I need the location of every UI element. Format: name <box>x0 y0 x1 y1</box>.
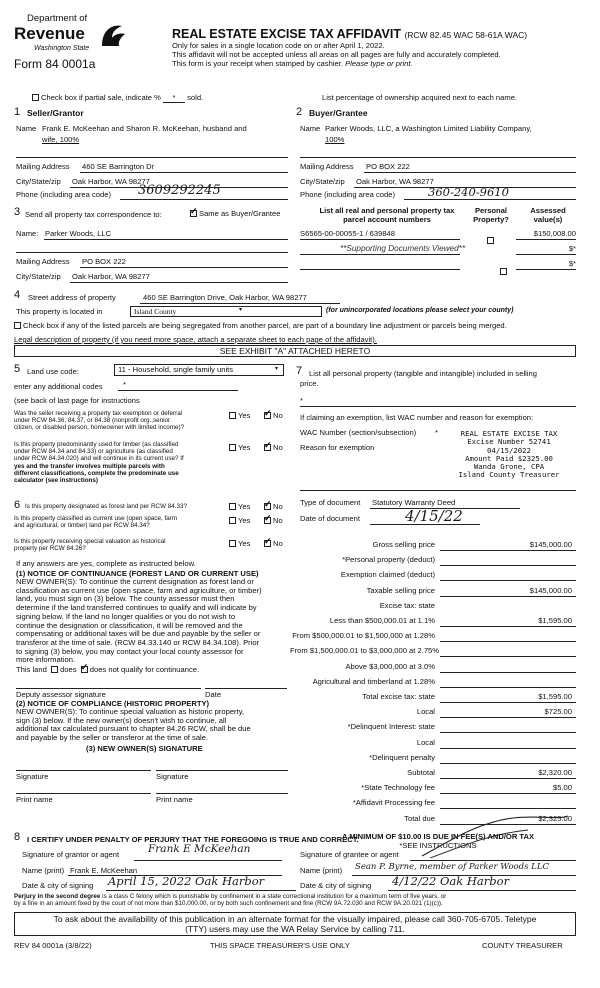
corr-name-label: Name: <box>16 229 39 238</box>
supporting-docs-note: **Supporting Documents Viewed** <box>340 244 466 253</box>
accessibility-line-2: (TTY) users may use the WA Relay Service by calling 711. <box>185 924 405 934</box>
calc-label: Local <box>416 707 435 717</box>
perjury-line-1: Perjury in the second degree is a class C felony which is punishable by confinement in a state correctional institution for a maximum term of five years, or <box>14 893 447 900</box>
notice1-line: more information. <box>16 655 76 665</box>
located-label: This property is located in <box>16 307 103 316</box>
calc-label: Local <box>416 737 435 747</box>
stamp-line: Island County Treasurer <box>458 470 560 480</box>
seller-name-label: Name <box>16 124 37 133</box>
grantee-signature-label: Signature of grantee or agent <box>300 850 399 859</box>
q5-yes[interactable]: Yes <box>229 539 250 548</box>
calc-label: *Delinquent penalty <box>369 752 435 762</box>
notice1-line: NEW OWNER(S): To continue the current designation as forest land or <box>16 577 254 586</box>
notice1-line: to signing (3) below, you may contact your local county assessor for <box>16 646 244 656</box>
street-address[interactable]: 460 SE Barrington Drive, Oak Harbor, WA 98277 <box>143 293 307 302</box>
calc-value[interactable]: $2,320.00 <box>538 768 572 777</box>
calc-value[interactable]: $145,000.00 <box>529 540 572 549</box>
calc-underline <box>440 717 576 718</box>
buyer-phone[interactable]: 360-240-9610 <box>428 185 509 199</box>
calc-label: Total due <box>404 813 435 823</box>
section6-number: 6 <box>14 499 21 511</box>
calc-value[interactable]: $145,000.00 <box>529 585 572 595</box>
does-not-checkbox[interactable] <box>81 666 88 673</box>
grantee-date[interactable]: 4/12/22 Oak Harbor <box>392 874 510 888</box>
notice2-text <box>16 708 251 743</box>
calc-value[interactable]: $1,595.00 <box>538 616 572 625</box>
calc-underline <box>440 748 576 749</box>
seller-phone-label: Phone (including area code) <box>16 190 111 199</box>
county-select[interactable]: Island County ▾ <box>130 306 322 317</box>
grantor-name[interactable]: Frank E. McKeehan <box>70 866 138 875</box>
see-back-note: (see back of last page for instructions <box>14 396 140 405</box>
buyer-name-label: Name <box>300 124 321 133</box>
exempt-label: If claiming an exemption, list WAC number and reason for exemption: <box>300 413 534 422</box>
seller-phone[interactable]: 3609292245 <box>138 183 221 198</box>
minimum-note: A MINIMUM OF $10.00 IS DUE IN FEE(S) AND/OR TAX <box>341 832 535 841</box>
corr-mail-label: Mailing Address <box>16 257 70 266</box>
q5-no[interactable]: ✓ No <box>264 539 283 548</box>
calc-value[interactable]: $725.00 <box>544 707 572 717</box>
certify-statement: I CERTIFY UNDER PENALTY OF PERJURY THAT THE FOREGOING IS TRUE AND CORRECT. <box>27 835 359 844</box>
form-title: REAL ESTATE EXCISE TAX AFFIDAVIT (RCW 82.45 WAC 58-61A WAC) <box>172 27 528 41</box>
continuance-row: This land does ✓ does not qualify for continuance. <box>16 665 199 674</box>
treasurer-space-note: THIS SPACE TREASURER'S USE ONLY <box>210 941 350 950</box>
grantor-signature-label: Signature of grantor or agent <box>22 850 120 859</box>
calc-underline <box>440 793 576 794</box>
notice1-line: classification as current use (open space, farm and agriculture, or timber) <box>16 585 262 595</box>
treasurer-stamp <box>445 430 573 480</box>
section8-number: 8 <box>14 831 21 843</box>
seller-city[interactable]: Oak Harbor, WA 98277 <box>72 177 150 186</box>
corr-city[interactable]: Oak Harbor, WA 98277 <box>72 272 150 281</box>
ownership-note: List percentage of ownership acquired next to each name. <box>322 93 518 102</box>
q3-yes[interactable]: Yes <box>229 502 250 511</box>
assessed-col-header: Assessed value(s) <box>530 206 566 224</box>
calc-label: Taxable selling price <box>366 585 435 595</box>
personal-property-checkbox-1[interactable] <box>487 237 494 244</box>
owner-signature-label-1: Signature <box>16 772 49 781</box>
q1-no[interactable]: ✓ No <box>264 411 283 420</box>
seller-mail[interactable]: 460 SE Barrington Dr <box>82 162 155 171</box>
dept-line2: Revenue <box>14 24 85 43</box>
current-use-question: Is this property classified as current use (open space, farm and agricultural, or timber) land per RCW 84.34? <box>14 515 178 530</box>
corr-mail[interactable]: PO BOX 222 <box>82 257 126 266</box>
grantor-signature[interactable]: Frank E McKeehan <box>148 843 251 855</box>
street-label: Street address of property <box>28 293 116 302</box>
deputy-date-label: Date <box>205 690 222 699</box>
header-note1: Only for sales in a single location code on or after April 1, 2022. <box>172 41 385 50</box>
form-number: Form 84 0001a <box>14 57 96 71</box>
segregated-checkbox[interactable] <box>14 322 21 329</box>
calc-label: From $500,000.01 to $1,500,000 at 1.28% <box>292 631 435 641</box>
stamp-line: Amount Paid $2325.00 <box>465 453 553 463</box>
buyer-mail-label: Mailing Address <box>300 162 354 171</box>
additional-codes-label: enter any additional codes <box>14 382 103 391</box>
section2-number: 2 <box>296 106 303 118</box>
calc-underline <box>440 550 576 551</box>
rev-number: REV 84 0001a (3/8/22) <box>14 941 92 950</box>
notice1-line: determine if the land transferred continues to qualify and will indicate by <box>16 603 257 613</box>
seller-mail-label: Mailing Address <box>16 162 70 171</box>
q4-no[interactable]: ✓ No <box>264 516 283 525</box>
notice1-line: signing below. If the land no longer qualifies or you do not wish to <box>16 611 236 621</box>
doc-date-label: Date of document <box>300 514 360 523</box>
calc-label: Excise tax: state <box>379 600 435 610</box>
personal-property-label-2: price. <box>300 379 319 388</box>
q1-yes[interactable]: Yes <box>229 411 250 420</box>
calc-label: Exemption claimed (deduct) <box>340 570 435 580</box>
calc-label: *State Technology fee <box>361 783 435 793</box>
calc-underline <box>440 596 576 597</box>
calc-value[interactable]: $2,325.00 <box>538 813 572 823</box>
stamp-line: Excise Number 52741 <box>467 437 551 447</box>
calc-underline <box>440 641 576 642</box>
owner-signature-label-2: Signature <box>156 772 189 781</box>
section7-number: 7 <box>296 365 303 377</box>
buyer-heading: Buyer/Grantee <box>309 108 368 118</box>
buyer-name-2[interactable]: 100% <box>325 135 345 144</box>
calc-underline <box>440 702 576 703</box>
buyer-mail[interactable]: PO BOX 222 <box>366 162 410 171</box>
calc-value[interactable]: $5.00 <box>552 783 572 793</box>
see-instructions-note: *SEE INSTRUCTIONS <box>399 841 477 850</box>
section5-number: 5 <box>14 363 21 375</box>
notice2-heading: (2) NOTICE OF COMPLIANCE (HISTORIC PROPERTY) <box>16 699 210 708</box>
calc-label: Total excise tax: state <box>362 692 435 701</box>
buyer-name-1[interactable]: Parker Woods, LLC, a Washington Limited Liability Company, <box>325 124 532 133</box>
owner-print-label-1: Print name <box>16 795 53 804</box>
legal-description[interactable]: SEE EXHIBIT "A" ATTACHED HERETO <box>14 345 576 357</box>
notice1-heading: (1) NOTICE OF CONTINUANCE (FOREST LAND OR CURRENT USE) <box>16 569 259 578</box>
personal-col-header: Personal Property? <box>473 206 509 224</box>
perjury-line-2: by a fine in an amount fixed by the court of not more than $10,000.00, or by both such confinement and fine (RCW 9A.72.030 and RCW 9A.20.021 (1)(c)). <box>14 900 443 907</box>
doc-type-label: Type of document <box>300 498 361 507</box>
exemption-question: Was the seller receiving a property tax exemption or deferral under RCW 84.36, 84.37, or 84.38 (nonprofit org.,senior citizen, or disabled person, homeowner with limited income)? <box>14 410 185 432</box>
accessibility-line-1: To ask about the availability of this publication in an alternate format for the visually impaired, please call 360-705-6705. Teletype <box>53 914 537 924</box>
select-caret-icon: ▾ <box>239 307 243 313</box>
same-as-buyer-checkbox[interactable] <box>190 210 197 217</box>
notice1-line: continue the designation or classification, it will be removed and the <box>16 620 243 630</box>
q2-no[interactable]: ✓ No <box>264 443 283 452</box>
land-use-select[interactable]: 11 - Household, single family units ▾ <box>114 364 284 376</box>
county-treasurer-label: COUNTY TREASURER <box>482 941 563 950</box>
personal-property-label: List all personal property (tangible and intangible) included in selling <box>309 369 537 378</box>
wac-number[interactable]: * <box>435 428 438 437</box>
timber-question: Is this property predominantly used for timber (as classified under RCW 84.34 and 84.33) or agriculture (as classified under RCW 84.34.020) and will continue in its current use? If yes and the transfer involves multiple parcels with different classifications, complete the predominate use calculator (see instructions) <box>14 441 184 485</box>
calc-label: Above $3,000,000 at 3.0% <box>345 661 435 671</box>
stamp-line: REAL ESTATE EXCISE TAX <box>460 429 558 438</box>
legal-label: Legal description of property (if you need more space, attach a separate sheet to each page of the affidavit). <box>14 335 377 344</box>
grantee-name[interactable]: Sean P. Byrne, member of Parker Woods LLC <box>355 862 549 872</box>
buyer-city-label: City/State/zip <box>300 177 345 186</box>
calc-underline <box>440 763 576 764</box>
revenue-logo-icon <box>98 22 128 50</box>
section4-number: 4 <box>14 289 21 301</box>
personal-property-checkbox-2[interactable] <box>500 268 507 275</box>
grantor-name-label: Name (print) <box>22 866 65 875</box>
notice1-line: transferor at the time of sale. (RCW 84.33.140 or RCW 84.34.108). Prior <box>16 637 260 647</box>
calc-underline <box>440 778 576 779</box>
unincorp-note: (for unincorporated locations please select your county) <box>326 307 514 314</box>
calc-underline <box>440 672 576 673</box>
corr-name[interactable]: Parker Woods, LLC <box>45 229 112 238</box>
stamp-line: 04/15/2022 <box>487 445 531 455</box>
personal-property-value[interactable]: * <box>300 396 303 405</box>
grantee-signature-stroke[interactable] <box>418 812 573 862</box>
q3-no[interactable]: ✓ No <box>264 502 283 511</box>
calc-value[interactable]: $1,595.00 <box>538 692 572 701</box>
parcel-col-header: List all real and personal property tax parcel account numbers <box>319 206 455 224</box>
notice2-line: and payable by the seller or transferor at the time of sale. <box>16 733 209 743</box>
doc-type[interactable]: Statutory Warranty Deed <box>372 498 456 507</box>
calc-underline <box>440 565 576 566</box>
seller-city-label: City/State/zip <box>16 177 61 186</box>
notice2-line: NEW OWNER(S): To continue special valuation as historic property, <box>16 707 245 716</box>
section1-number: 1 <box>14 106 21 118</box>
historic-question: Is this property receiving special valuation as historical property per RCW 84.26? <box>14 538 166 553</box>
if-yes-note: If any answers are yes, complete as instructed below. <box>16 559 196 568</box>
calc-underline <box>440 580 576 581</box>
notice2-line: additional tax calculated pursuant to chapter 84.26 RCW, shall be due <box>16 724 251 734</box>
segregated-row[interactable]: Check box if any of the listed parcels are being segregated from another parcel, are part of a boundary line adjustment or parcels being merged. <box>14 321 507 330</box>
land-use-label: Land use code: <box>27 367 79 376</box>
corr-label: Send all property tax correspondence to: <box>25 210 162 219</box>
header-note2: This affidavit will not be accepted unless all areas on all pages are fully and accurately completed. <box>172 50 501 59</box>
same-as-buyer[interactable]: ✓ Same as Buyer/Grantee <box>190 209 280 218</box>
parcel-number-1[interactable]: S6565-00-00055-1 / 639848 <box>300 229 395 238</box>
dept-line3: Washington State <box>34 45 90 52</box>
calc-label: From $1,500,000.01 to $3,000,000 at 2.75% <box>290 646 440 656</box>
calc-label: Less than $500,000.01 at 1.1% <box>329 616 435 625</box>
seller-name-1[interactable]: Frank E. McKeehan and Sharon R. McKeehan, husband and <box>42 124 247 133</box>
calc-label: *Delinquent Interest: state <box>347 722 435 732</box>
buyer-city[interactable]: Oak Harbor, WA 98277 <box>356 177 434 186</box>
calc-label: *Personal property (deduct) <box>342 555 435 565</box>
notice2-line: sign (3) below. If the new owner(s) doesn't wish to continue, all <box>16 715 227 725</box>
calc-label: Agricultural and timberland at 1.28% <box>312 676 435 686</box>
select-caret-icon: ▾ <box>275 366 279 372</box>
calc-label: Subtotal <box>407 768 435 777</box>
section3-number: 3 <box>14 206 21 218</box>
notice1-text <box>16 578 262 665</box>
notice1-line: land, you must sign on (3) below. The county assessor must then <box>16 594 235 604</box>
dept-line1: Department of <box>27 13 88 24</box>
wac-label: WAC Number (section/subsection) <box>300 428 417 437</box>
partial-sale-row[interactable]: Check box if partial sale, indicate % * sold. <box>32 93 203 103</box>
header-note3: This form is your receipt when stamped by cashier. Please type or print. <box>172 59 413 68</box>
reason-label: Reason for exemption <box>300 443 375 452</box>
calc-label: *Affidavit Processing fee <box>352 798 435 808</box>
deputy-signature-label: Deputy assessor signature <box>16 690 106 699</box>
forest-question: Is this property designated as forest land per RCW 84.33? <box>25 503 188 510</box>
grantor-date-label: Date & city of signing <box>22 881 94 890</box>
q4-yes[interactable]: Yes <box>229 516 250 525</box>
grantee-date-label: Date & city of signing <box>300 881 372 890</box>
calc-underline <box>440 656 576 657</box>
grantee-name-label: Name (print) <box>300 866 343 875</box>
calc-underline <box>440 626 576 627</box>
q2-yes[interactable]: Yes <box>229 443 250 452</box>
does-checkbox[interactable] <box>51 666 58 673</box>
seller-heading: Seller/Grantor <box>27 108 84 118</box>
assessed-value-3[interactable]: $* <box>568 259 576 268</box>
notice1-line: compensating or additional taxes will be due and payable by the seller or <box>16 629 261 639</box>
assessed-value-1[interactable]: $150,008.00 <box>533 229 576 238</box>
corr-city-label: City/State/zip <box>16 272 61 281</box>
seller-name-2[interactable]: wife, 100% <box>42 135 80 144</box>
calc-label: Gross selling price <box>372 540 435 549</box>
doc-date[interactable]: 4/15/22 <box>405 507 463 525</box>
calc-underline <box>440 808 576 809</box>
partial-sale-checkbox[interactable] <box>32 94 39 101</box>
assessed-value-2[interactable]: $* <box>568 244 576 253</box>
calc-underline <box>440 732 576 733</box>
buyer-phone-label: Phone (including area code) <box>300 190 395 199</box>
owner-print-label-2: Print name <box>156 795 193 804</box>
additional-codes[interactable]: * <box>123 380 126 389</box>
stamp-line: Wanda Grone, CPA <box>473 462 545 472</box>
notice3-heading: (3) NEW OWNER(S) SIGNATURE <box>86 744 203 753</box>
calc-underline <box>440 687 576 688</box>
grantor-date[interactable]: April 15, 2022 Oak Harbor <box>108 874 265 888</box>
